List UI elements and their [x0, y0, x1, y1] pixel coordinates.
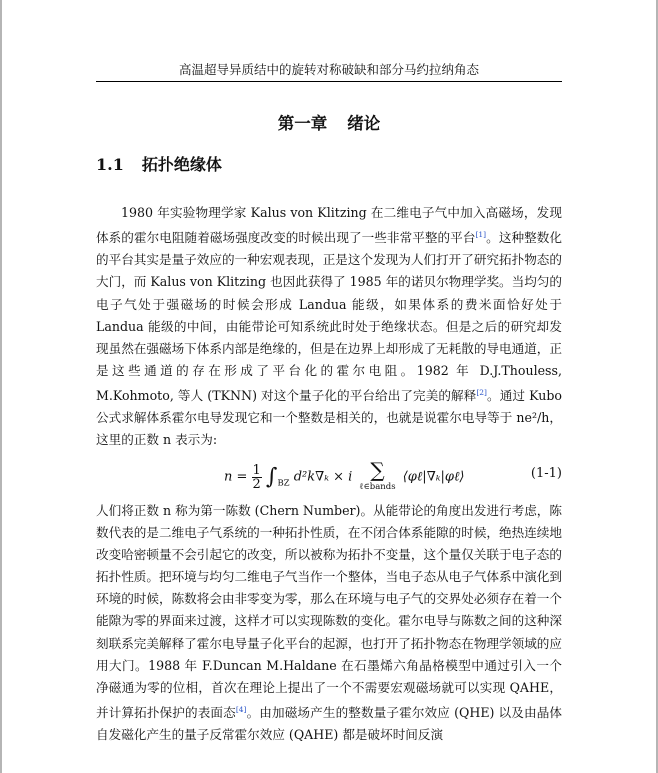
header-rule — [96, 81, 562, 82]
running-header: 高温超导异质结中的旋转对称破缺和部分马约拉纳角态 — [178, 62, 479, 77]
chapter-heading — [96, 113, 562, 135]
fraction-numerator: 1 — [252, 462, 261, 478]
paragraph-1 — [96, 202, 562, 451]
summation-index: ℓ∈bands — [359, 482, 396, 492]
chapter-title: 绪论 — [347, 114, 381, 133]
paragraph-1-part-b: 。这种整数化的平台其实是量子效应的一种宏观表现，正是这个发现为人们打开了研究拓扑物态的大门，而 Kalus von Klitzing 也因此获得了 1985 年的诺贝尔物理学奖。当均匀的电子气处于强磁场的时候会形成 Landua 能级，如果体系的费米面恰好处于 Landua 能级的中间，由能带论可知系统此时处于绝缘状态。但是之后的研究却发现虽然在强磁场下体系内部是绝缘的，但是在边界上却形成了无耗散的导电通道，正是这些通道的存在形成了平台化的霍尔电阻。1982 年 D.J.Thouless, M.Kohmoto, 等人 (TKNN) 对这个量子化的平台给出了完美的解释 — [96, 230, 563, 404]
chapter-number: 第一章 — [277, 114, 328, 133]
equation-formula — [224, 460, 464, 494]
equation-number: (1-1) — [530, 466, 562, 481]
paragraph-1-part-c: 。通过 Kubo 公式求解体系霍尔电导发现它和一个整数是相关的，也就是说霍尔电导等于 ne²/h，这里的正数 n 表示为: — [96, 388, 563, 448]
summation — [359, 460, 395, 494]
equation-bracket: ⟨φℓ|∇ₖ|φℓ⟩ — [402, 469, 465, 485]
summation-sign: ∑ — [370, 458, 385, 482]
equation-1-1 — [96, 456, 562, 496]
integral-domain: BZ — [277, 478, 290, 489]
section-heading — [96, 154, 222, 176]
section-number: 1.1 — [96, 155, 124, 174]
section-title: 拓扑绝缘体 — [141, 155, 222, 174]
citation-link-4[interactable]: [4] — [235, 704, 247, 714]
equation-lhs: n = — [224, 469, 248, 485]
equation-fraction — [252, 464, 262, 491]
fraction-denominator: 2 — [252, 476, 261, 492]
paragraph-2-part-a: 人们将正数 n 称为第一陈数 (Chern Number)。从能带论的角度出发进行考虑，陈数代表的是二维电子气系统的一种拓扑性质，在不闭合体系能隙的时候，绝热连续地改变哈密顿量不会引起它的改变，所以被称为拓扑不变量，这个量仅关联于电子态的拓扑性质。把环境与均匀二维电子气当作一个整体，当电子态从电子气体系中演化到环境的时候，陈数将会由非零变为零，那么在环境与电子气的交界处必须存在着一个能隙为零的界面来过渡，这样才可以实现陈数的变化。霍尔电导与陈数之间的这种深刻联系完美解释了霍尔电导量子化平台的起源，也打开了拓扑物态在物理学领域的应用大门。1988 年 F.Duncan M.Haldane 在石墨烯六角晶格模型中通过引入一个净磁通为零的位相，首次在理论上提出了一个不需要宏观磁场就可以实现 QAHE，并计算拓扑保护的表面态 — [96, 503, 562, 721]
paragraph-2-part-b: 。由加磁场产生的整数量子霍尔效应 (QHE) 以及由晶体自发磁化产生的量子反常霍尔效应 (QAHE) 都是破坏时间反演 — [96, 705, 562, 743]
citation-link-2[interactable]: [2] — [476, 387, 487, 397]
paragraph-1-part-a: 1980 年实验物理学家 Kalus von Klitzing 在二维电子气中加入高磁场，发现体系的霍尔电阻随着磁场强度改变的时候出现了一些非常平整的平台 — [96, 205, 562, 246]
page-edge-left — [0, 0, 2, 773]
paragraph-2 — [96, 500, 562, 746]
equation-integrand: d²k∇ₖ × i — [293, 469, 353, 485]
citation-link-1[interactable]: [1] — [475, 230, 487, 240]
integral-sign: ∫ — [265, 464, 278, 490]
